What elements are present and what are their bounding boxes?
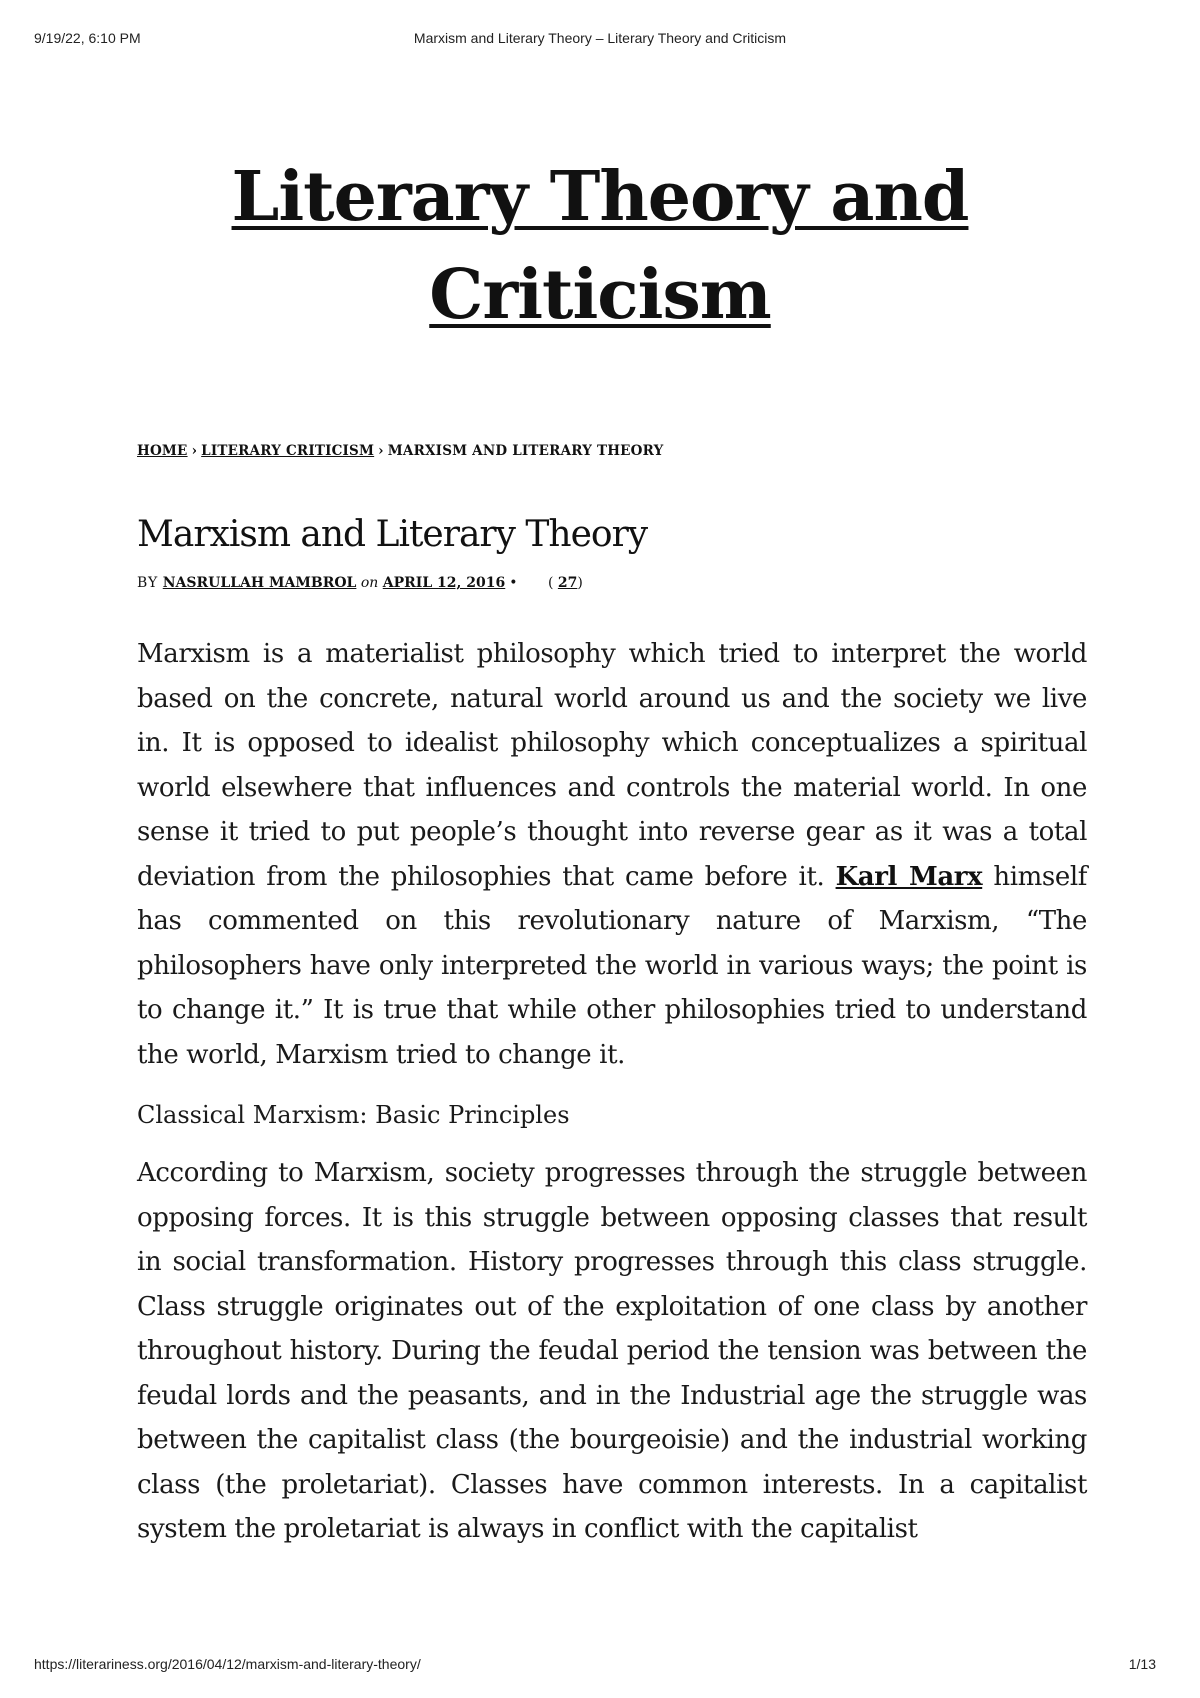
print-datetime: 9/19/22, 6:10 PM [34,30,141,46]
breadcrumb-current: MARXISM AND LITERARY THEORY [387,443,664,459]
paragraph-1-text-b: himself has commented on this revolutionary nature of Marxism, “The philosophers have only interpreted the world in various ways; the point is to change it.” It is true that while other philosophies tried to understand the world, Marxism tried to change it. [137,861,1087,1070]
meta-by-label: BY [137,575,159,591]
print-url: https://literariness.org/2016/04/12/marxism-and-literary-theory/ [34,1656,421,1672]
page-number: 1/13 [1128,1656,1156,1672]
comments-count [548,575,583,591]
breadcrumb [137,443,663,459]
post-date-link[interactable]: APRIL 12, 2016 [382,575,506,591]
post-meta [137,575,583,591]
comments-close: ) [577,575,583,591]
paragraph-1-text-a: Marxism is a materialist philosophy which tried to interpret the world based on the concrete, natural world around us and the society we live in. It is opposed to idealist philosophy which conceptualizes a spiritual world elsewhere that influences and controls the material world. In one sense it tried to put people’s thought into reverse gear as it was a total deviation from the philosophies that came before it. [137,639,1087,892]
site-title [0,148,1200,344]
karl-marx-link[interactable]: Karl Marx [835,861,983,892]
print-doc-title: Marxism and Literary Theory – Literary Theory and Criticism [413,30,787,46]
breadcrumb-category-link[interactable]: LITERARY CRITICISM [201,443,375,459]
site-title-link[interactable] [232,157,969,335]
article-content [137,632,1087,1552]
meta-on-label: on [360,575,379,591]
paragraph-1 [137,632,1087,1077]
breadcrumb-separator: › [191,443,198,459]
author-link[interactable]: NASRULLAH MAMBROL [162,575,357,591]
site-title-line2: Criticism [429,255,771,335]
comments-link[interactable]: 27 [557,575,578,591]
print-header [0,30,1200,50]
site-title-line1: Literary Theory and [231,157,969,237]
breadcrumb-home-link[interactable]: HOME [137,443,188,459]
paragraph-2: According to Marxism, society progresses through the struggle between opposing forces. It is this struggle between opposing classes that result in social transformation. History progresses through this class struggle. Class struggle originates out of the exploitation of one class by another throughout history. During the feudal period the tension was between the feudal lords and the peasants, and in the Industrial age the struggle was between the capitalist class (the bourgeoisie) and the industrial working class (the proletariat). Classes have common interests. In a capitalist system the proletariat is always in conflict with the capitalist [137,1158,1087,1544]
meta-dot: • [509,575,518,591]
post-title: Marxism and Literary Theory [137,514,648,555]
print-footer [0,1656,1200,1676]
breadcrumb-separator: › [378,443,384,459]
comments-open: ( [547,575,554,591]
section-subheading: Classical Marxism: Basic Principles [137,1101,570,1129]
